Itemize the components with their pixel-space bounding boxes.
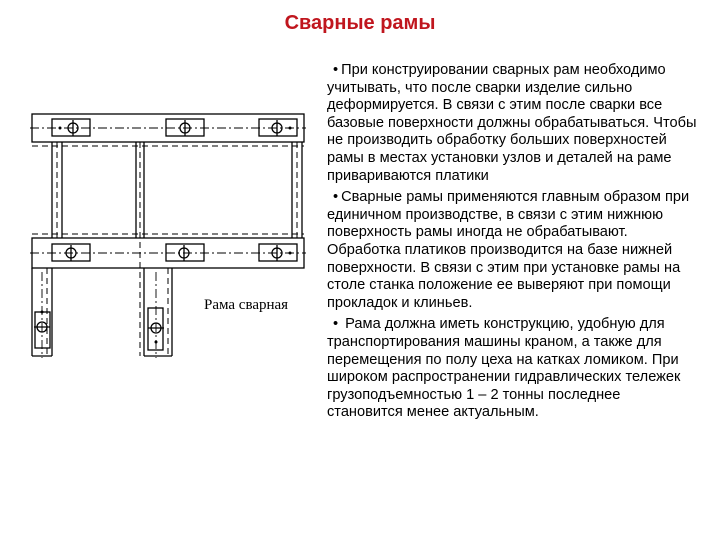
slide-title: Сварные рамы [284,12,436,34]
body-text [327,62,699,426]
paragraph-2 [327,189,699,312]
figure-caption: Рама сварная [204,297,289,313]
bullet-icon: • [333,316,339,333]
bullet-icon: • [333,189,339,206]
bullet-icon: • [333,62,339,78]
paragraph-1 [327,62,699,185]
paragraph-3 [327,316,699,422]
welded-frame-drawing [30,112,310,360]
paragraph-text: При конструировании сварных рам необходимо учитывать, что после сварки изделие сильно деформируется. В связи с этим после сварки все базовые поверхности должны обрабатываться. Чтобы не производить обработку больших поверхностей рамы в местах установки узлов и деталей на раме привариваются платики [327,62,697,184]
paragraph-text: Сварные рамы применяются главным образом при единичном производстве, в связи с этим нижнюю поверхность рамы иногда не обрабатывают. Обработка платиков производится на базе нижней поверхности. В связи с этим при установке рамы на столе станка положение ее выверяют при помощи прокладок и клиньев. [327,189,690,311]
paragraph-text: Рама должна иметь конструкцию, удобную для транспортирования машины краном, а также для перемещения по полу цеха на катках ломиком. При широком распространении гидравлических тележек грузоподъемностью 1 – 2 тонны последнее становится менее актуальным. [327,316,681,421]
